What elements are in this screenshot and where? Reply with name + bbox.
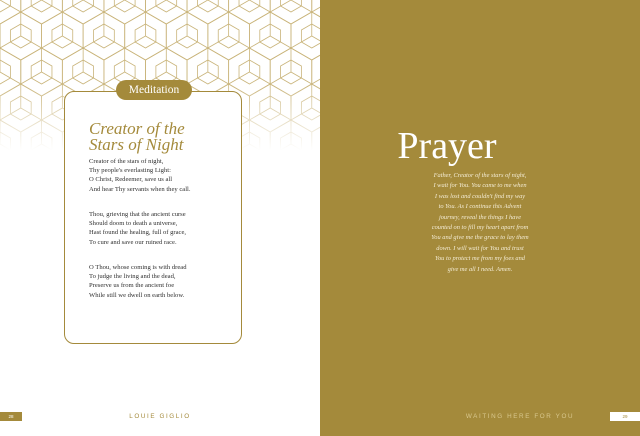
poem-line: O Christ, Redeemer, save us all (89, 176, 173, 184)
poem-line: Should doom to death a universe, (89, 220, 178, 228)
poem-line: Preserve us from the ancient foe (89, 282, 175, 290)
poem-title (89, 121, 229, 153)
page-number-left: 28 (0, 412, 22, 421)
prayer-heading: Prayer (397, 125, 497, 167)
prayer-line: I wait for You. You came to me when (433, 182, 527, 190)
right-page (320, 0, 640, 436)
poem-line: To judge the living and the dead, (89, 273, 176, 281)
prayer-line: I was lost and couldn't find my way (434, 192, 526, 200)
prayer-line: to You. As I continue this Advent (438, 203, 522, 211)
prayer-text (406, 171, 554, 275)
stanza-1 (89, 157, 239, 194)
poem-line: While still we dwell on earth below. (89, 291, 185, 299)
poem-title-line: Creator of the (89, 119, 185, 138)
prayer-line: counted on to fill my heart apart from (431, 224, 529, 232)
poem-line: Thy people's everlasting Light: (89, 167, 171, 175)
poem-line: Creator of the stars of night, (89, 158, 164, 165)
poem-line: And hear Thy servants when they call. (89, 185, 191, 193)
page-number-right: 29 (610, 412, 640, 421)
running-footer-book-title: WAITING HERE FOR YOU (465, 413, 575, 420)
prayer-line: give me all I need. Amen. (447, 265, 513, 273)
prayer-line: journey, reveal the things I have (438, 213, 522, 221)
prayer-line: Father, Creator of the stars of night, (433, 172, 527, 179)
prayer-line: down. I will wait for You and trust (436, 244, 524, 252)
running-footer-author: LOUIE GIGLIO (129, 413, 191, 420)
stanza-3 (89, 263, 239, 300)
stanza-2 (89, 210, 239, 247)
prayer-line: You and give me the grace to lay them (431, 234, 529, 242)
poem-line: Hast found the healing, full of grace, (89, 229, 187, 237)
poem-title-line: Stars of Night (89, 135, 184, 154)
meditation-tab: Meditation (116, 80, 192, 100)
poem-line: To cure and save our ruined race. (89, 238, 177, 246)
prayer-line: You to protect me from my foes and (435, 255, 525, 263)
poem-line: Thou, grieving that the ancient curse (89, 211, 186, 218)
poem-line: O Thou, whose coming is with dread (89, 264, 187, 271)
